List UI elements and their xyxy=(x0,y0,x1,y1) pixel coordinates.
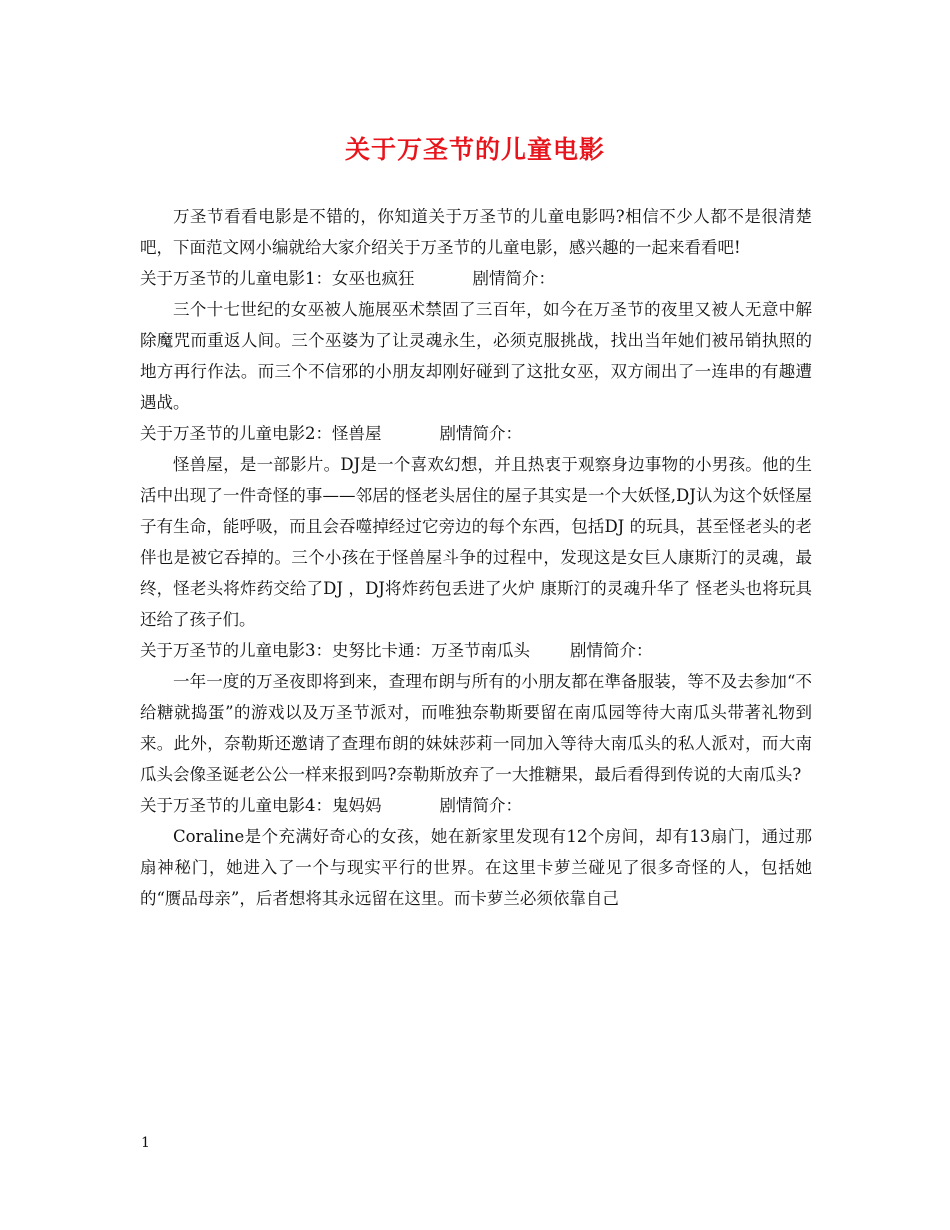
movie-heading-title: 关于万圣节的儿童电影1：女巫也疯狂 xyxy=(140,269,415,288)
movie-heading-label: 剧情简介： xyxy=(570,641,653,660)
movie-synopsis-4: Coraline是个充满好奇心的女孩，她在新家里发现有12个房间，却有13扇门，通过那扇神秘门，她进入了一个与现实平行的世界。在这里卡萝兰碰见了很多奇怪的人，包括她的“赝品母亲”，后者想将其永远留在这里。而卡萝兰必须依靠自己 xyxy=(140,827,812,908)
document-title: 关于万圣节的儿童电影 xyxy=(344,135,605,164)
movie-heading-2 xyxy=(140,418,812,449)
movie-synopsis-1: 三个十七世纪的女巫被人施展巫术禁固了三百年，如今在万圣节的夜里又被人无意中解除魔咒而重返人间。三个巫婆为了让灵魂永生，必须克服挑战，找出当年她们被吊销执照的地方再行作法。而三个不信邪的小朋友却刚好碰到了这批女巫，双方闹出了一连串的有趣遭遇战。 xyxy=(140,300,812,412)
document-body xyxy=(140,201,812,914)
page-number: 1 xyxy=(141,1135,150,1151)
movie-heading-4 xyxy=(140,790,812,821)
movie-heading-1 xyxy=(140,263,812,294)
movie-synopsis-3: 一年一度的万圣夜即将到来，查理布朗与所有的小朋友都在準备服装，等不及去参加“不给糖就捣蛋”的游戏以及万圣节派对，而唯独奈勒斯要留在南瓜园等待大南瓜头带著礼物到来。此外，奈勒斯还邀请了查理布朗的妹妹莎莉一同加入等待大南瓜头的私人派对，而大南瓜头会像圣诞老公公一样来报到吗?奈勒斯放弃了一大推糖果，最后看得到传说的大南瓜头? xyxy=(140,672,812,784)
intro-paragraph: 万圣节看看电影是不错的，你知道关于万圣节的儿童电影吗?相信不少人都不是很清楚吧，下面范文网小编就给大家介绍关于万圣节的儿童电影，感兴趣的一起来看看吧! xyxy=(140,207,812,257)
movie-heading-title: 关于万圣节的儿童电影2：怪兽屋 xyxy=(140,424,382,443)
movie-heading-label: 剧情简介： xyxy=(472,269,555,288)
movie-heading-label: 剧情简介： xyxy=(439,796,522,815)
movie-heading-title: 关于万圣节的儿童电影4：鬼妈妈 xyxy=(140,796,382,815)
movie-synopsis-2: 怪兽屋，是一部影片。DJ是一个喜欢幻想，并且热衷于观察身边事物的小男孩。他的生活中出现了一件奇怪的事——邻居的怪老头居住的屋子其实是一个大妖怪,DJ认为这个妖怪屋子有生命，能呼吸，而且会吞噬掉经过它旁边的每个东西，包括DJ 的玩具，甚至怪老头的老伴也是被它吞掉的。三个小孩在于怪兽屋斗争的过程中，发现这是女巨人康斯汀的灵魂，最终，怪老头将炸药交给了DJ ，DJ将炸药包丢进了火炉 康斯汀的灵魂升华了 怪老头也将玩具还给了孩子们。 xyxy=(140,455,812,629)
movie-heading-label: 剧情简介： xyxy=(439,424,522,443)
movie-heading-title: 关于万圣节的儿童电影3：史努比卡通：万圣节南瓜头 xyxy=(140,641,530,660)
movie-heading-3 xyxy=(140,635,812,666)
